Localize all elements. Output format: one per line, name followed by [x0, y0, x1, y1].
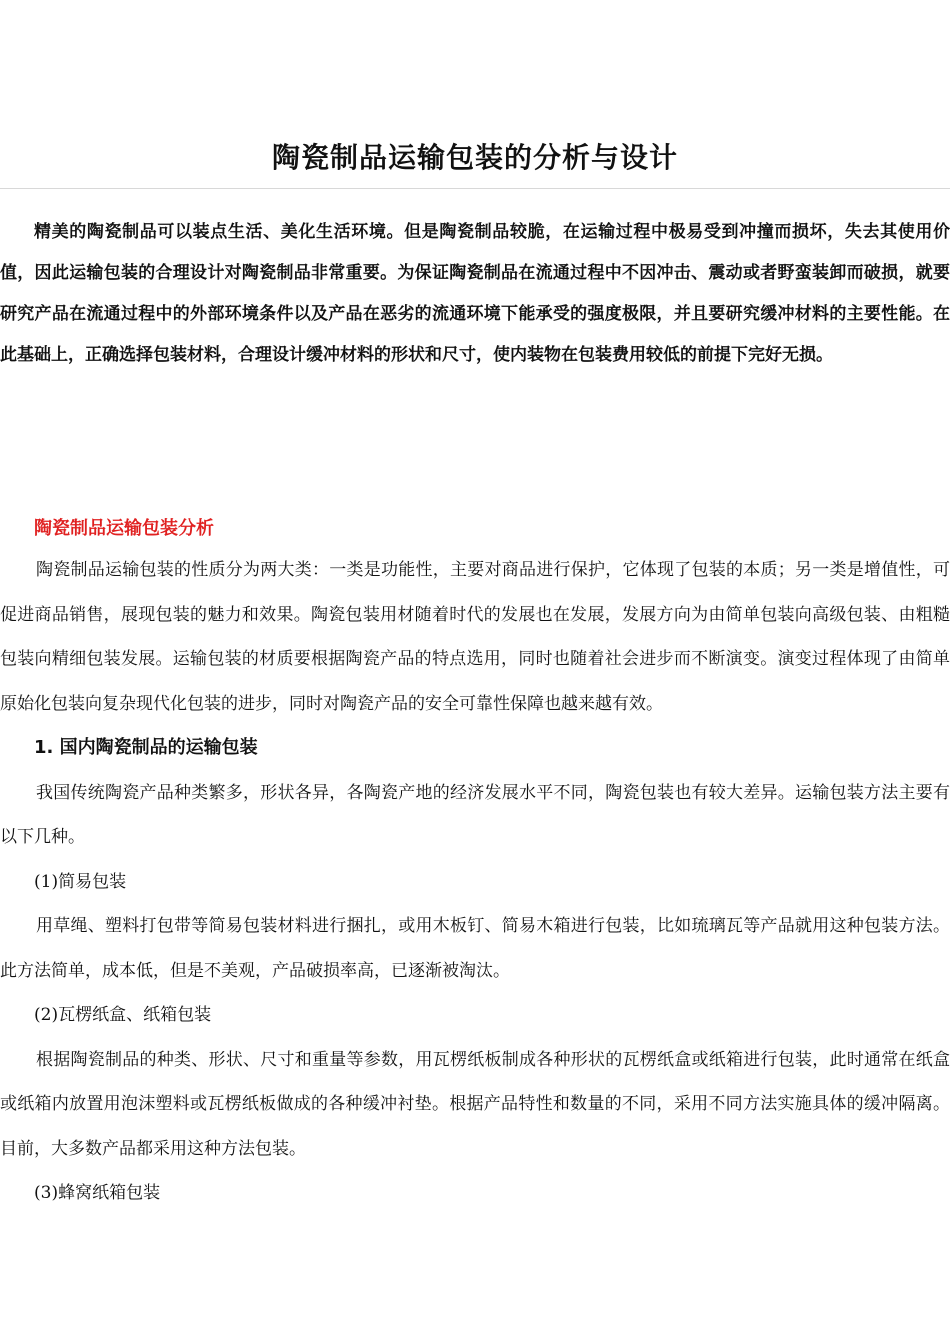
item-heading-corrugated-packaging: (2)瓦楞纸盒、纸箱包装 — [34, 1005, 212, 1025]
section-heading: 陶瓷制品运输包装分析 — [34, 518, 214, 539]
intro-paragraph: 陶瓷制品运输包装的性质分为两大类：一类是功能性，主要对商品进行保护，它体现了包装的本质；另一类是增值性，可促进商品销售，展现包装的魅力和效果。陶瓷包装用材随着时代的发展也在发展，发展方向为由简单包装向高级包装、由粗糙包装向精细包装发展。运输包装的材质要根据陶瓷产品的特点选用，同时也随着社会进步而不断演变。演变过程体现了由简单原始化包装向复杂现代化包装的进步，同时对陶瓷产品的安全可靠性保障也越来越有效。 — [0, 560, 950, 714]
document-body — [0, 510, 950, 1216]
item-heading-simple-packaging: (1)简易包装 — [34, 871, 127, 892]
abstract-paragraph: 精美的陶瓷制品可以装点生活、美化生活环境。但是陶瓷制品较脆，在运输过程中极易受到冲撞而损坏，失去其使用价值，因此运输包装的合理设计对陶瓷制品非常重要。为保证陶瓷制品在流通过程中不因冲击、震动或者野蛮装卸而破损，就要研究产品在流通过程中的外部环境条件以及产品在恶劣的流通环境下能承受的强度极限，并且要研究缓冲材料的主要性能。在此基础上，正确选择包装材料，合理设计缓冲材料的形状和尺寸，使内装物在包装费用较低的前提下完好无损。 — [0, 222, 950, 365]
document-title: 陶瓷制品运输包装的分析与设计 — [271, 141, 678, 174]
domestic-packaging-paragraph: 我国传统陶瓷产品种类繁多，形状各异，各陶瓷产地的经济发展水平不同，陶瓷包装也有较大差异。运输包装方法主要有以下几种。 — [0, 782, 950, 847]
simple-packaging-paragraph: 用草绳、塑料打包带等简易包装材料进行捆扎，或用木板钉、简易木箱进行包装，比如琉璃瓦等产品就用这种包装方法。此方法简单，成本低，但是不美观，产品破损率高，已逐渐被淘汰。 — [0, 916, 950, 981]
sub-heading-domestic-packaging: 1. 国内陶瓷制品的运输包装 — [34, 737, 258, 758]
title-divider — [0, 188, 950, 189]
item-heading-honeycomb-packaging: (3)蜂窝纸箱包装 — [34, 1183, 161, 1203]
corrugated-packaging-paragraph: 根据陶瓷制品的种类、形状、尺寸和重量等参数，用瓦楞纸板制成各种形状的瓦楞纸盒或纸箱进行包装，此时通常在纸盒或纸箱内放置用泡沫塑料或瓦楞纸板做成的各种缓冲衬垫。根据产品特性和数量的不同，采用不同方法实施具体的缓冲隔离。目前，大多数产品都采用这种方法包装。 — [0, 1049, 950, 1159]
